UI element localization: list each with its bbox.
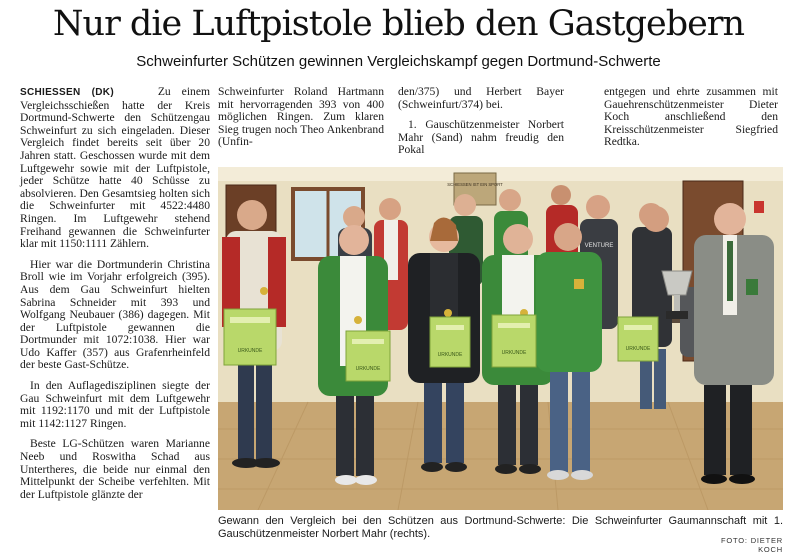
svg-text:URKUNDE: URKUNDE: [237, 348, 263, 354]
paragraph: 1. Gauschützenmeister Norbert Mahr (Sand) nahm freudig den Pokal: [398, 118, 564, 157]
subheadline: Schweinfurter Schützen gewinnen Vergleichskampf gegen Dortmund-Schwerte: [136, 53, 661, 70]
certificate-3: [430, 317, 470, 367]
certificate-1: [224, 309, 276, 365]
certificate-4: [492, 315, 536, 367]
photo-credit: FOTO: DIETER KOCH: [721, 536, 783, 554]
article-column-2: [218, 86, 384, 157]
svg-text:URKUNDE: URKUNDE: [501, 350, 527, 356]
certificate-5: [618, 317, 658, 361]
svg-text:URKUNDE: URKUNDE: [355, 366, 381, 372]
paragraph: Schweinfurter Roland Hartmann mit hervorragenden 393 von 400 möglichen Ringen. Zum klaren Sieg trugen noch Theo Ankenbrand (Unfin-: [218, 85, 384, 149]
team-photo: [218, 167, 783, 510]
paragraph: den/375) und Herbert Bayer (Schweinfurt/374) bei.: [398, 85, 564, 111]
paragraph: [20, 86, 210, 251]
article-column-4: [604, 86, 778, 157]
svg-text:URKUNDE: URKUNDE: [625, 346, 651, 352]
paragraph: Beste LG-Schützen waren Marianne Neeb und Roswitha Schad aus Untertheres, die beide nur einmal den Mittelpunkt der Scheibe verfehlten. Mit der Luftpistole glänzte der: [20, 437, 210, 501]
headline: Nur die Luftpistole blieb den Gastgebern: [52, 4, 745, 44]
paragraph-text: Zu einem Vergleichsschießen hatte der Kreis Dortmund-Schwerte den Schützengau Schweinfurt zu sich eingeladen. Dieser Vergleich findet bereits seit über 20 Jahren statt. Geschossen wurde mit dem Luftgewehr sowie mit der Luftpistole, jeder Schütze hatte 40 Schüsse zu absolvieren. Den Gesamtsieg holten sich die Schweinfurter mit 4522:4480 Ringen. Im Luftgewehr stehend Freihand gewannen die Schweinfurter klar mit 1150:1111 Zählern.: [20, 85, 211, 251]
certificate-2: [346, 331, 390, 381]
photo-caption: Gewann den Vergleich bei den Schützen aus Dortmund-Schwerte: Die Schweinfurter Gaumannschaft mit 1. Gauschützenmeister Norbert Mahr (rechts).: [218, 515, 783, 540]
paragraph: entgegen und ehrte zusammen mit Gauehrenschützenmeister Dieter Koch anschließend den Kreisschützenmeister Siegfried Redtka.: [604, 85, 778, 149]
article-column-3: [398, 86, 564, 165]
svg-text:VENTURE: VENTURE: [584, 243, 614, 249]
article-column-1: [20, 86, 210, 509]
svg-text:URKUNDE: URKUNDE: [437, 352, 463, 358]
dateline: SCHIESSEN (DK): [20, 87, 114, 98]
paragraph: In den Auflagedisziplinen siegte der Gau Schweinfurt mit dem Luftgewehr mit 1192:1170 und mit der Luftpistole mit 1142:1127 Ringen.: [20, 379, 210, 430]
paragraph: Hier war die Dortmunderin Christina Broll wie im Vorjahr erfolgreich (395). Aus dem Gau Schweinfurt hielten Sabrina Schneider mit 393 und Wolfgang Neubauer (386) dagegen. Mit der Luftpistole gewannen die Dortmunder mit 1072:1038. Hier war Udo Kaffer (357) aus Grafenrheinfeld der beste Gast-Schütze.: [20, 257, 210, 372]
svg-text:SCHIESSEN IST EIN SPORT: SCHIESSEN IST EIN SPORT: [447, 182, 503, 187]
